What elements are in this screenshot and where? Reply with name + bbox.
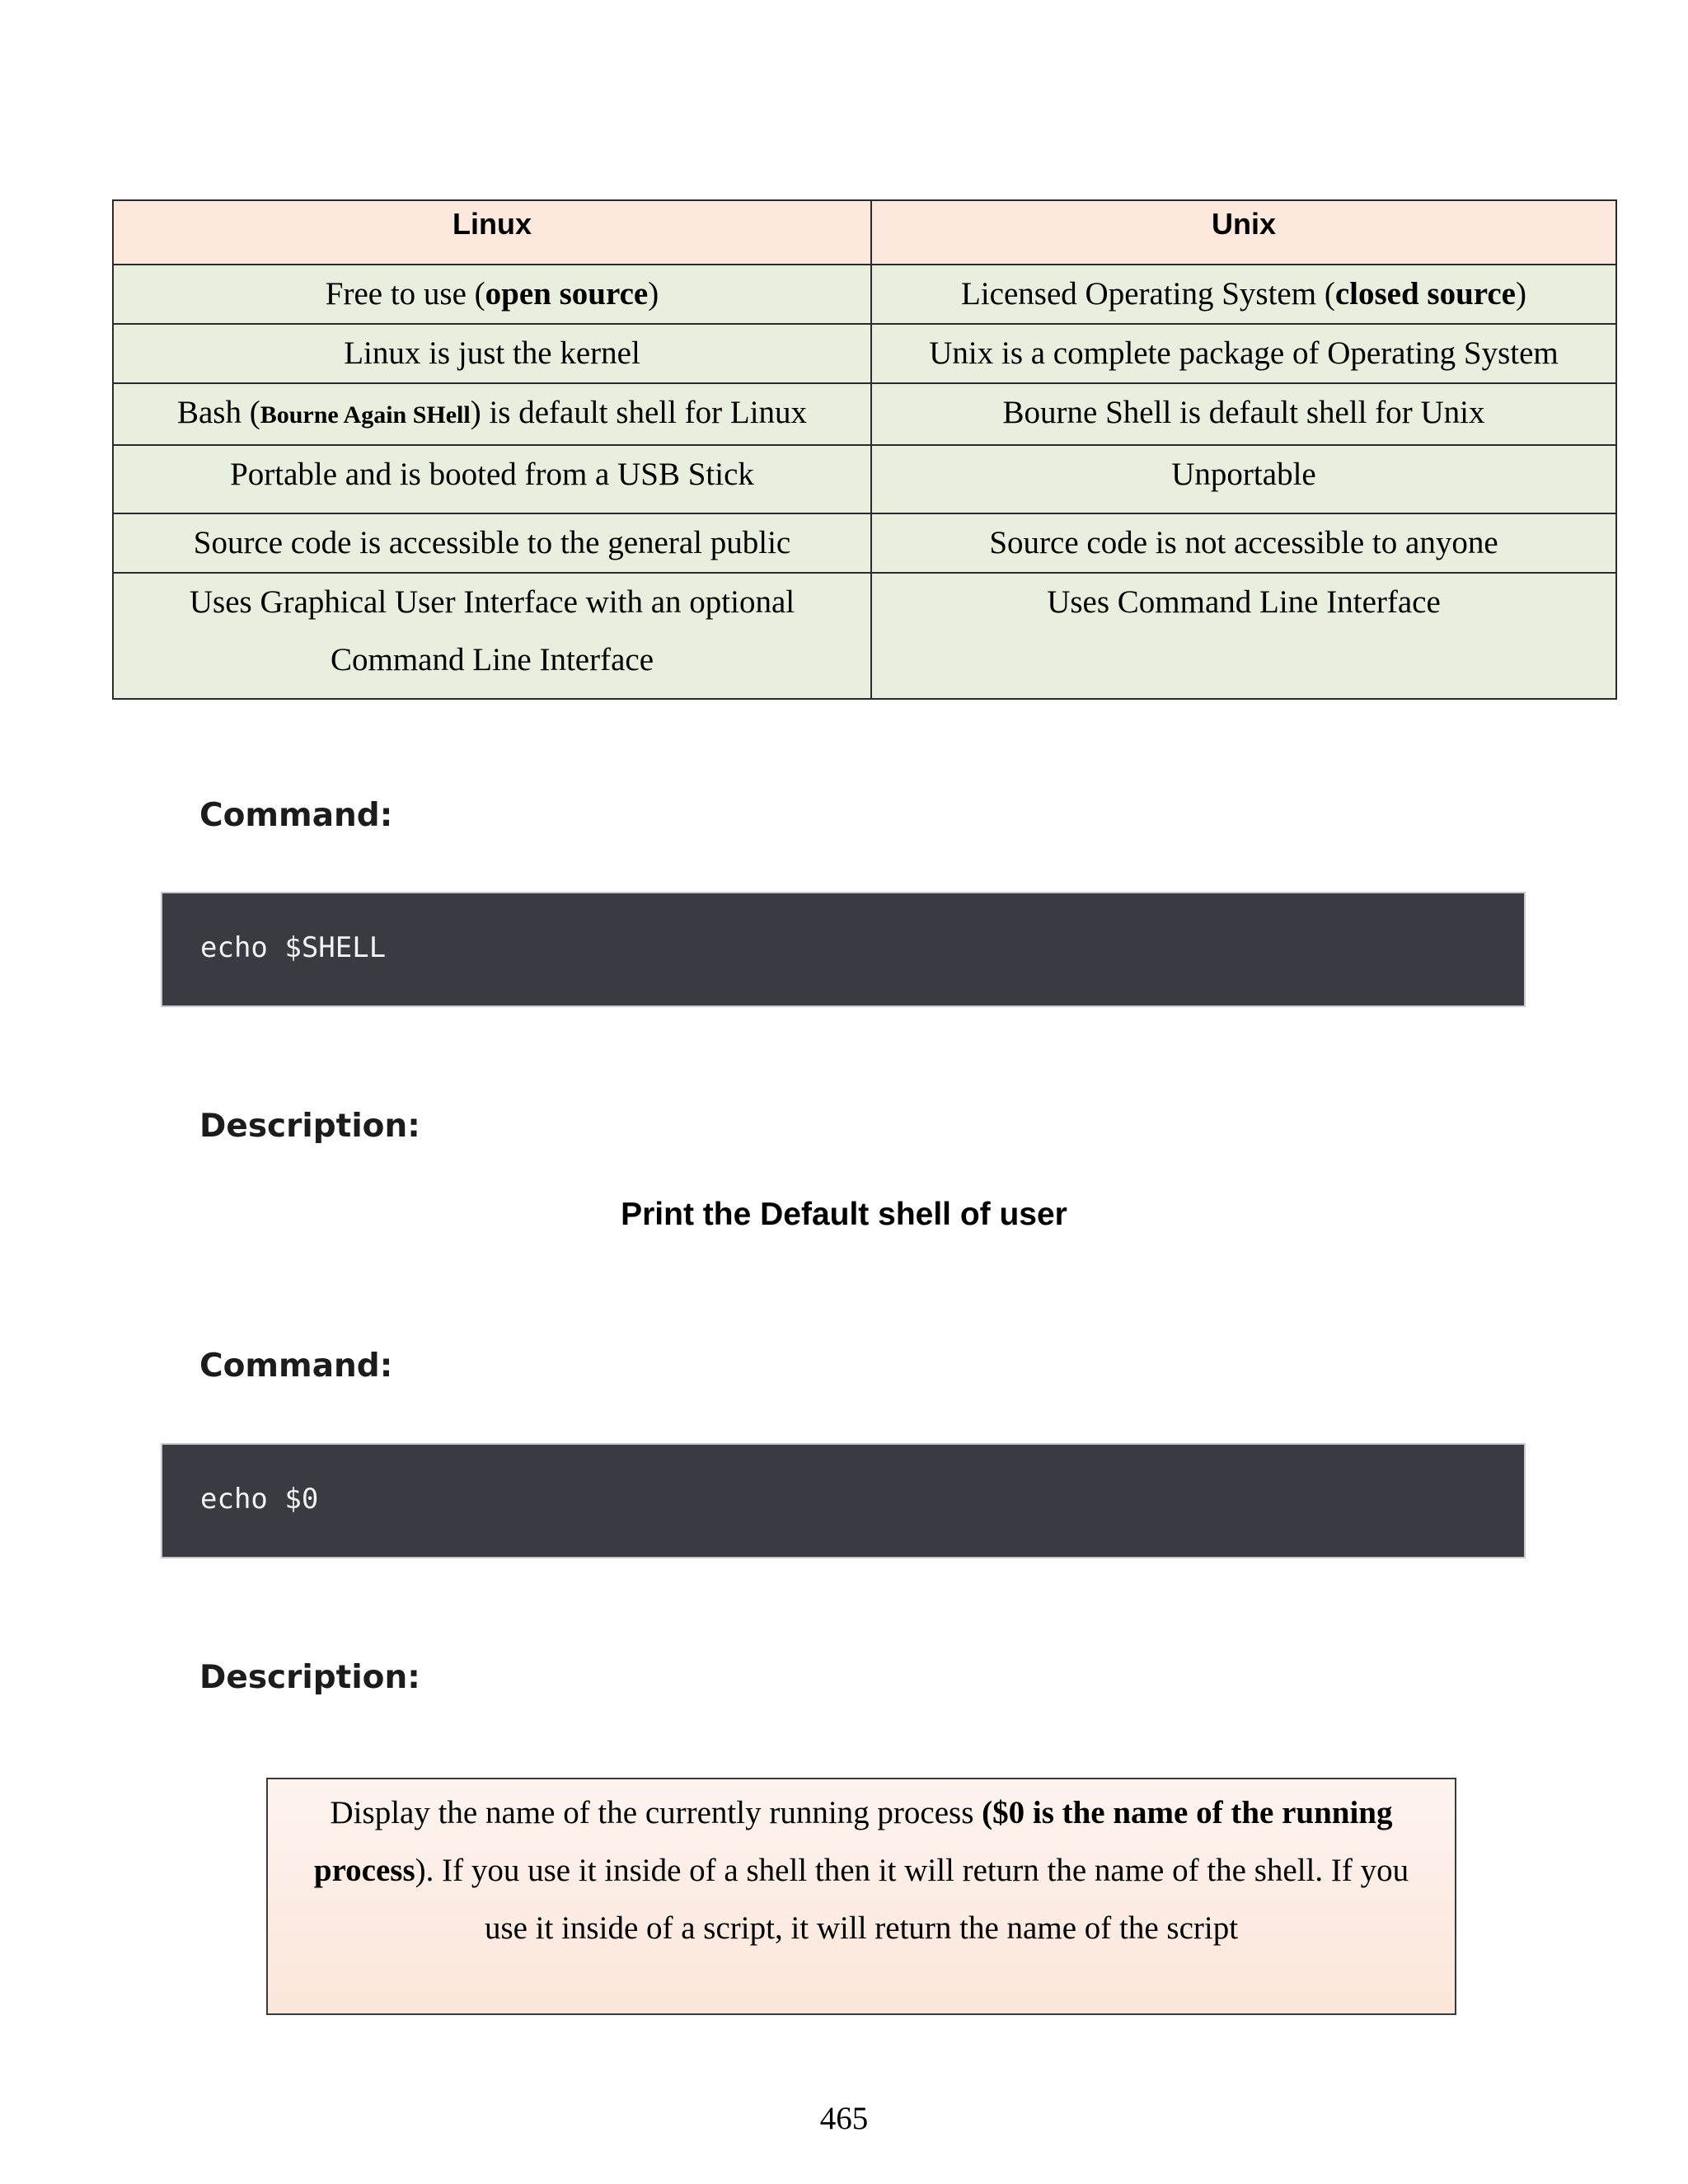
linux-unix-comparison-table <box>112 199 1617 700</box>
table-row <box>113 383 1616 445</box>
code-block-echo-zero[interactable]: echo $0 <box>161 1443 1526 1558</box>
command-heading: Command: <box>199 797 393 834</box>
table-row <box>113 445 1616 513</box>
cell-linux: Uses Graphical User Interface with an optional Command Line Interface <box>113 573 871 699</box>
cell-linux: Linux is just the kernel <box>113 324 871 383</box>
cell-unix: Source code is not accessible to anyone <box>871 513 1616 573</box>
table-header-row <box>113 200 1616 265</box>
cell-linux: Source code is accessible to the general public <box>113 513 871 573</box>
description-heading: Description: <box>199 1108 420 1145</box>
cell-linux: Bash (Bourne Again SHell) is default shell for Linux <box>113 383 871 445</box>
command-heading: Command: <box>199 1347 393 1385</box>
cell-linux: Free to use (open source) <box>113 265 871 324</box>
cell-linux: Portable and is booted from a USB Stick <box>113 445 871 513</box>
header-linux: Linux <box>113 200 871 265</box>
header-unix: Unix <box>871 200 1616 265</box>
cell-unix: Licensed Operating System (closed source) <box>871 265 1616 324</box>
description-text: Print the Default shell of user <box>621 1197 1067 1232</box>
description-heading: Description: <box>199 1659 420 1696</box>
table-row <box>113 265 1616 324</box>
table-row <box>113 573 1616 699</box>
table-row <box>113 324 1616 383</box>
table-row <box>113 513 1616 573</box>
cell-unix: Uses Command Line Interface <box>871 573 1616 699</box>
cell-unix: Bourne Shell is default shell for Unix <box>871 383 1616 445</box>
page-number: 465 <box>819 2101 869 2136</box>
description-box: Display the name of the currently running process ($0 is the name of the running process). If you use it inside of a shell then it will return the name of the shell. If you use it inside of a script, it will return the name of the script <box>266 1778 1456 2015</box>
cell-unix: Unportable <box>871 445 1616 513</box>
code-block-echo-shell[interactable]: echo $SHELL <box>161 892 1526 1007</box>
cell-unix: Unix is a complete package of Operating System <box>871 324 1616 383</box>
